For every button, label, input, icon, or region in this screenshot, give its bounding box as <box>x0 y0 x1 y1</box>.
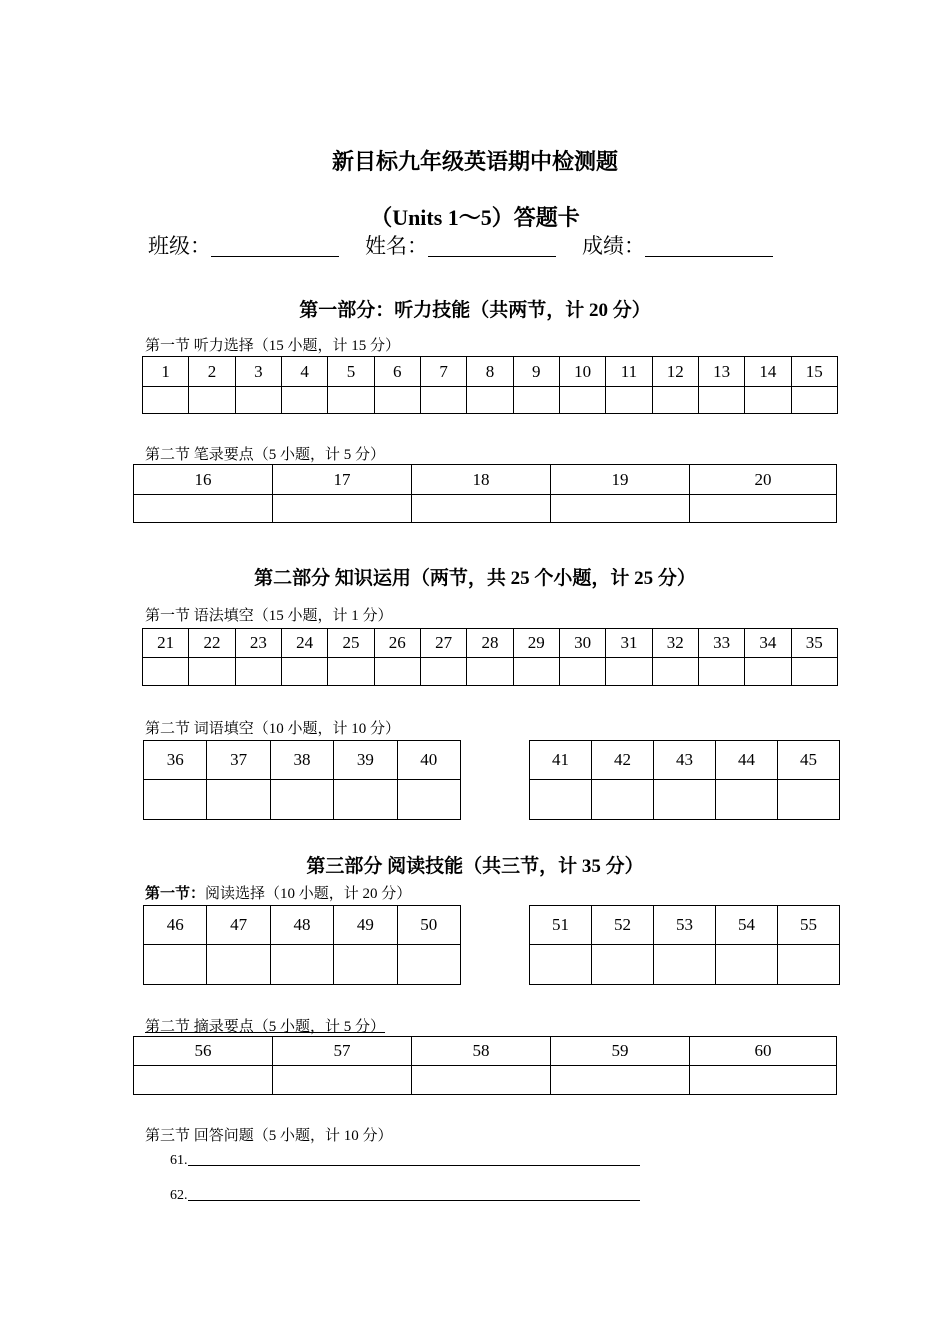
part2-sec1-label: 第一节 语法填空（15 小题，计 1 分） <box>145 608 393 624</box>
answer-cell[interactable] <box>690 495 837 523</box>
question-number-cell: 44 <box>716 741 778 780</box>
answer-cell[interactable] <box>420 658 466 686</box>
question-number-cell: 35 <box>791 629 837 658</box>
question-number-cell: 2 <box>189 357 235 387</box>
question-number-cell: 27 <box>420 629 466 658</box>
answer-cell[interactable] <box>592 780 654 820</box>
answer-cell[interactable] <box>328 387 374 414</box>
question-number-cell: 60 <box>690 1037 837 1066</box>
question-number-cell: 59 <box>551 1037 690 1066</box>
part2-sec1-table <box>142 628 838 686</box>
answer-cell[interactable] <box>652 387 698 414</box>
question-number-cell: 20 <box>690 465 837 495</box>
part3-sec1-left-table <box>143 905 461 985</box>
question-number-cell: 13 <box>698 357 744 387</box>
answer-cell[interactable] <box>513 658 559 686</box>
question-number-cell: 57 <box>273 1037 412 1066</box>
question-number-cell: 4 <box>281 357 327 387</box>
question-number-cell: 11 <box>606 357 652 387</box>
score-label: 成绩： <box>582 234 645 258</box>
part3-sec1-label-prefix: 第一节： <box>145 886 206 902</box>
question-number-cell: 24 <box>281 629 327 658</box>
part1-sec1-table <box>142 356 838 414</box>
answer-cell[interactable] <box>745 658 791 686</box>
answer-cell[interactable] <box>270 780 333 820</box>
answer-cell[interactable] <box>281 658 327 686</box>
answer-62-blank[interactable] <box>188 1186 640 1201</box>
answer-cell[interactable] <box>420 387 466 414</box>
answer-cell[interactable] <box>716 945 778 985</box>
page-subtitle: （Units 1～5）答题卡 <box>370 205 580 230</box>
question-number-cell: 55 <box>778 906 840 945</box>
part3-sec1-label-rest: 阅读选择（10 小题，计 20 分） <box>205 886 412 902</box>
question-number-cell: 25 <box>328 629 374 658</box>
answer-cell[interactable] <box>690 1066 837 1095</box>
answer-cell[interactable] <box>374 658 420 686</box>
question-number-cell: 56 <box>134 1037 273 1066</box>
answer-cell[interactable] <box>134 495 273 523</box>
question-number-cell: 39 <box>334 741 397 780</box>
answer-cell[interactable] <box>559 658 605 686</box>
class-label: 班级： <box>148 234 211 258</box>
answer-cell[interactable] <box>778 780 840 820</box>
answer-cell[interactable] <box>791 387 837 414</box>
answer-cell[interactable] <box>530 780 592 820</box>
question-number-cell: 58 <box>412 1037 551 1066</box>
question-number-cell: 1 <box>143 357 189 387</box>
question-number-cell: 36 <box>144 741 207 780</box>
question-number-cell: 9 <box>513 357 559 387</box>
question-number-cell: 54 <box>716 906 778 945</box>
question-number-cell: 7 <box>420 357 466 387</box>
answer-cell[interactable] <box>273 495 412 523</box>
question-number-cell: 50 <box>397 906 460 945</box>
answer-cell[interactable] <box>745 387 791 414</box>
answer-cell[interactable] <box>559 387 605 414</box>
question-number-cell: 49 <box>334 906 397 945</box>
question-number-cell: 40 <box>397 741 460 780</box>
answer-cell[interactable] <box>334 945 397 985</box>
part3-heading: 第三部分 阅读技能（共三节，计 35 分） <box>306 856 644 877</box>
answer-cell[interactable] <box>270 945 333 985</box>
question-number-cell: 19 <box>551 465 690 495</box>
question-number-cell: 46 <box>144 906 207 945</box>
question-number-cell: 38 <box>270 741 333 780</box>
question-number-cell: 6 <box>374 357 420 387</box>
question-number-cell: 43 <box>654 741 716 780</box>
answer-62-number: 62. <box>170 1188 188 1203</box>
answer-cell[interactable] <box>207 945 270 985</box>
question-number-cell: 10 <box>559 357 605 387</box>
question-number-cell: 48 <box>270 906 333 945</box>
question-number-cell: 52 <box>592 906 654 945</box>
answer-cell[interactable] <box>374 387 420 414</box>
answer-cell[interactable] <box>207 780 270 820</box>
answer-cell[interactable] <box>592 945 654 985</box>
question-number-cell: 53 <box>654 906 716 945</box>
answer-cell[interactable] <box>144 780 207 820</box>
question-number-cell: 26 <box>374 629 420 658</box>
question-number-cell: 23 <box>235 629 281 658</box>
answer-cell[interactable] <box>334 780 397 820</box>
answer-cell[interactable] <box>273 1066 412 1095</box>
part2-sec2-label: 第二节 词语填空（10 小题，计 10 分） <box>145 721 401 737</box>
answer-line-61 <box>170 1151 640 1169</box>
name-blank[interactable] <box>428 234 556 257</box>
answer-cell[interactable] <box>397 945 460 985</box>
question-number-cell: 22 <box>189 629 235 658</box>
answer-cell[interactable] <box>235 387 281 414</box>
question-number-cell: 16 <box>134 465 273 495</box>
answer-cell[interactable] <box>189 387 235 414</box>
question-number-cell: 34 <box>745 629 791 658</box>
part1-sec2-table <box>133 464 837 523</box>
question-number-cell: 33 <box>698 629 744 658</box>
part1-heading: 第一部分：听力技能（共两节，计 20 分） <box>299 300 651 321</box>
answer-cell[interactable] <box>134 1066 273 1095</box>
answer-61-number: 61. <box>170 1153 188 1168</box>
answer-cell[interactable] <box>606 658 652 686</box>
answer-cell[interactable] <box>530 945 592 985</box>
answer-cell[interactable] <box>698 387 744 414</box>
answer-cell[interactable] <box>513 387 559 414</box>
question-number-cell: 21 <box>143 629 189 658</box>
part3-sec2-table <box>133 1036 837 1095</box>
answer-cell[interactable] <box>412 1066 551 1095</box>
part3-sec1-label <box>145 882 411 903</box>
part2-sec2-right-table <box>529 740 840 820</box>
question-number-cell: 3 <box>235 357 281 387</box>
part1-sec2-label: 第二节 笔录要点（5 小题，计 5 分） <box>145 447 386 463</box>
class-blank[interactable] <box>211 234 339 257</box>
question-number-cell: 32 <box>652 629 698 658</box>
question-number-cell: 41 <box>530 741 592 780</box>
answer-cell[interactable] <box>791 658 837 686</box>
question-number-cell: 5 <box>328 357 374 387</box>
question-number-cell: 37 <box>207 741 270 780</box>
question-number-cell: 14 <box>745 357 791 387</box>
answer-cell[interactable] <box>606 387 652 414</box>
question-number-cell: 28 <box>467 629 513 658</box>
answer-cell[interactable] <box>144 945 207 985</box>
question-number-cell: 45 <box>778 741 840 780</box>
name-label: 姓名： <box>365 234 428 258</box>
part3-sec2-label: 第二节 摘录要点（5 小题，计 5 分） <box>145 1019 386 1035</box>
answer-cell[interactable] <box>467 658 513 686</box>
part3-sec1-right-table <box>529 905 840 985</box>
score-blank[interactable] <box>645 234 773 257</box>
question-number-cell: 47 <box>207 906 270 945</box>
answer-cell[interactable] <box>654 780 716 820</box>
answer-cell[interactable] <box>551 1066 690 1095</box>
question-number-cell: 51 <box>530 906 592 945</box>
question-number-cell: 18 <box>412 465 551 495</box>
question-number-cell: 29 <box>513 629 559 658</box>
answer-cell[interactable] <box>467 387 513 414</box>
question-number-cell: 15 <box>791 357 837 387</box>
question-number-cell: 12 <box>652 357 698 387</box>
answer-line-62 <box>170 1186 640 1204</box>
answer-cell[interactable] <box>281 387 327 414</box>
answer-61-blank[interactable] <box>188 1151 640 1166</box>
answer-cell[interactable] <box>551 495 690 523</box>
answer-cell[interactable] <box>328 658 374 686</box>
part2-sec2-left-table <box>143 740 461 820</box>
page-title: 新目标九年级英语期中检测题 <box>331 149 618 174</box>
answer-cell[interactable] <box>235 658 281 686</box>
answer-cell[interactable] <box>397 780 460 820</box>
answer-cell[interactable] <box>143 387 189 414</box>
answer-cell[interactable] <box>412 495 551 523</box>
part2-heading: 第二部分 知识运用（两节，共 25 个小题，计 25 分） <box>254 568 696 589</box>
answer-cell[interactable] <box>716 780 778 820</box>
answer-cell[interactable] <box>143 658 189 686</box>
question-number-cell: 30 <box>559 629 605 658</box>
part3-sec3-label: 第三节 回答问题（5 小题，计 10 分） <box>145 1128 393 1144</box>
question-number-cell: 8 <box>467 357 513 387</box>
answer-cell[interactable] <box>189 658 235 686</box>
question-number-cell: 17 <box>273 465 412 495</box>
answer-cell[interactable] <box>698 658 744 686</box>
answer-cell[interactable] <box>778 945 840 985</box>
answer-cell[interactable] <box>654 945 716 985</box>
question-number-cell: 31 <box>606 629 652 658</box>
answer-cell[interactable] <box>652 658 698 686</box>
student-info-row <box>148 230 799 260</box>
part1-sec1-label: 第一节 听力选择（15 小题，计 15 分） <box>145 338 401 354</box>
question-number-cell: 42 <box>592 741 654 780</box>
